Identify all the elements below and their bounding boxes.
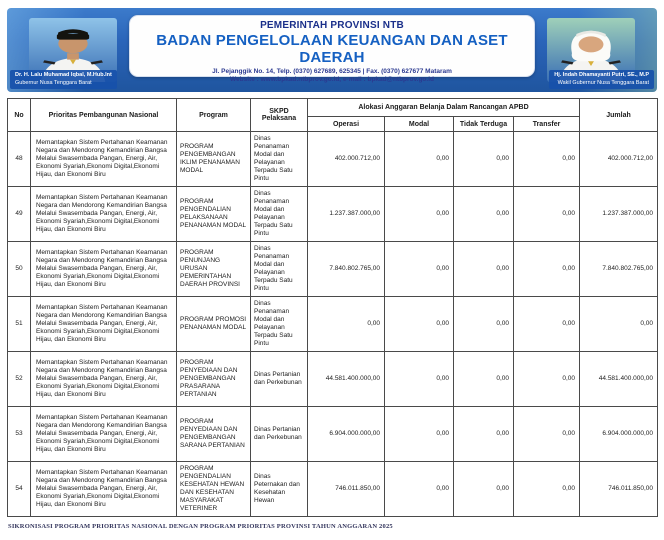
- governor-name: Dr. H. Lalu Muhamad Iqbal, M.Hub.Int: [15, 72, 112, 79]
- cell-modal: 0,00: [385, 242, 454, 297]
- cell-operasi: 0,00: [308, 297, 385, 352]
- agency-address: Jl. Pejanggik No. 14, Telp. (0370) 627689, 625345 | Fax. (0370) 627677 Mataram: [212, 68, 452, 75]
- cell-modal: 0,00: [385, 132, 454, 187]
- cell-program: PROGRAM PENYEDIAAN DAN PENGEMBANGAN PRASARANA PERTANIAN: [177, 352, 251, 407]
- cell-tidak-terduga: 0,00: [454, 132, 514, 187]
- col-header-program: Program: [177, 99, 251, 132]
- table-row: [8, 352, 658, 407]
- cell-tidak-terduga: 0,00: [454, 242, 514, 297]
- government-line: PEMERINTAH PROVINSI NTB: [260, 20, 404, 31]
- cell-transfer: 0,00: [514, 407, 580, 462]
- cell-prioritas: Memantapkan Sistem Pertahanan Keamanan Negara dan Mendorong Kemandirian Bangsa Melalui Swasembada Pangan, Energi, Air, Ekonomi Syariah,Ekonomi Digital,Ekonomi Hijau, dan Ekonomi Biru: [31, 187, 177, 242]
- governor-name-ribbon: [10, 70, 117, 89]
- cell-skpd: Dinas Peternakan dan Kesehatan Hewan: [251, 462, 308, 517]
- cell-prioritas: Memantapkan Sistem Pertahanan Keamanan Negara dan Mendorong Kemandirian Bangsa Melalui Swasembada Pangan, Energi, Air, Ekonomi Syariah,Ekonomi Digital,Ekonomi Hijau, dan Ekonomi Biru: [31, 462, 177, 517]
- cell-jumlah: 44.581.400.000,00: [580, 352, 658, 407]
- cell-no: 49: [8, 187, 31, 242]
- vice-governor-name-ribbon: [549, 70, 654, 89]
- table-row: [8, 132, 658, 187]
- agency-name: BADAN PENGELOLAAN KEUANGAN DAN ASET DAERAH: [156, 32, 508, 66]
- cell-prioritas: Memantapkan Sistem Pertahanan Keamanan Negara dan Mendorong Kemandirian Bangsa Melalui Swasembada Pangan, Energi, Air, Ekonomi Syariah,Ekonomi Digital,Ekonomi Hijau, dan Ekonomi Biru: [31, 407, 177, 462]
- table-row: [8, 297, 658, 352]
- letterhead-banner: [7, 8, 657, 92]
- table-body: [8, 132, 658, 517]
- cell-tidak-terduga: 0,00: [454, 407, 514, 462]
- agency-contact: Website : www.bpkad.ntbprov.go.id, e-mail : bpkad@ntbprov.go.id: [230, 76, 434, 83]
- cell-jumlah: 7.840.802.765,00: [580, 242, 658, 297]
- cell-skpd: Dinas Penanaman Modal dan Pelayanan Terpadu Satu Pintu: [251, 242, 308, 297]
- cell-tidak-terduga: 0,00: [454, 297, 514, 352]
- table-row: [8, 462, 658, 517]
- cell-program: PROGRAM PROMOSI PENANAMAN MODAL: [177, 297, 251, 352]
- col-header-tidak-terduga: Tidak Terduga: [454, 117, 514, 132]
- cell-modal: 0,00: [385, 407, 454, 462]
- cell-program: PROGRAM PENGENDALIAN KESEHATAN HEWAN DAN KESEHATAN MASYARAKAT VETERINER: [177, 462, 251, 517]
- cell-tidak-terduga: 0,00: [454, 462, 514, 517]
- cell-operasi: 44.581.400.000,00: [308, 352, 385, 407]
- table-row: [8, 187, 658, 242]
- cell-prioritas: Memantapkan Sistem Pertahanan Keamanan Negara dan Mendorong Kemandirian Bangsa Melalui Swasembada Pangan, Energi, Air, Ekonomi Syariah,Ekonomi Digital,Ekonomi Hijau, dan Ekonomi Biru: [31, 297, 177, 352]
- cell-skpd: Dinas Pertanian dan Perkebunan: [251, 352, 308, 407]
- cell-program: PROGRAM PENYEDIAAN DAN PENGEMBANGAN SARANA PERTANIAN: [177, 407, 251, 462]
- cell-skpd: Dinas Penanaman Modal dan Pelayanan Terpadu Satu Pintu: [251, 132, 308, 187]
- cell-operasi: 7.840.802.765,00: [308, 242, 385, 297]
- cell-jumlah: 6.904.000.000,00: [580, 407, 658, 462]
- col-header-no: No: [8, 99, 31, 132]
- cell-modal: 0,00: [385, 297, 454, 352]
- cell-operasi: 746.011.850,00: [308, 462, 385, 517]
- cell-modal: 0,00: [385, 187, 454, 242]
- col-header-apbd-group: Alokasi Anggaran Belanja Dalam Rancangan APBD: [308, 99, 580, 117]
- cell-program: PROGRAM PENGEMBANGAN IKLIM PENANAMAN MODAL: [177, 132, 251, 187]
- cell-transfer: 0,00: [514, 187, 580, 242]
- cell-prioritas: Memantapkan Sistem Pertahanan Keamanan Negara dan Mendorong Kemandirian Bangsa Melalui Swasembada Pangan, Energi, Air, Ekonomi Syariah,Ekonomi Digital,Ekonomi Hijau, dan Ekonomi Biru: [31, 242, 177, 297]
- vice-governor-title: Wakil Gubernur Nusa Tenggara Barat: [557, 79, 649, 86]
- table-row: [8, 242, 658, 297]
- cell-no: 50: [8, 242, 31, 297]
- vice-governor-name: Hj. Indah Dhamayanti Putri, SE., M.P: [554, 72, 649, 79]
- cell-no: 53: [8, 407, 31, 462]
- col-header-transfer: Transfer: [514, 117, 580, 132]
- col-header-operasi: Operasi: [308, 117, 385, 132]
- cell-tidak-terduga: 0,00: [454, 352, 514, 407]
- apbd-allocation-table: [7, 98, 658, 517]
- col-header-jumlah: Jumlah: [580, 99, 658, 132]
- cell-operasi: 6.904.000.000,00: [308, 407, 385, 462]
- cell-transfer: 0,00: [514, 352, 580, 407]
- footer-note: SIKRONISASI PROGRAM PRIORITAS NASIONAL DENGAN PROGRAM PRIORITAS PROVINSI TAHUN ANGGARAN 2025: [8, 523, 393, 530]
- cell-no: 48: [8, 132, 31, 187]
- cell-jumlah: 402.000.712,00: [580, 132, 658, 187]
- cell-prioritas: Memantapkan Sistem Pertahanan Keamanan Negara dan Mendorong Kemandirian Bangsa Melalui Swasembada Pangan, Energi, Air, Ekonomi Syariah,Ekonomi Digital,Ekonomi Hijau, dan Ekonomi Biru: [31, 352, 177, 407]
- cell-skpd: Dinas Penanaman Modal dan Pelayanan Terpadu Satu Pintu: [251, 187, 308, 242]
- cell-jumlah: 1.237.387.000,00: [580, 187, 658, 242]
- letterhead-text-box: [129, 15, 535, 83]
- cell-skpd: Dinas Penanaman Modal dan Pelayanan Terpadu Satu Pintu: [251, 297, 308, 352]
- cell-transfer: 0,00: [514, 242, 580, 297]
- cell-program: PROGRAM PENUNJANG URUSAN PEMERINTAHAN DAERAH PROVINSI: [177, 242, 251, 297]
- cell-prioritas: Memantapkan Sistem Pertahanan Keamanan Negara dan Mendorong Kemandirian Bangsa Melalui Swasembada Pangan, Energi, Air, Ekonomi Syariah,Ekonomi Digital,Ekonomi Hijau, dan Ekonomi Biru: [31, 132, 177, 187]
- cell-transfer: 0,00: [514, 297, 580, 352]
- cell-transfer: 0,00: [514, 132, 580, 187]
- cell-modal: 0,00: [385, 352, 454, 407]
- cell-no: 52: [8, 352, 31, 407]
- cell-modal: 0,00: [385, 462, 454, 517]
- cell-no: 54: [8, 462, 31, 517]
- col-header-prioritas: Prioritas Pembangunan Nasional: [31, 99, 177, 132]
- cell-jumlah: 0,00: [580, 297, 658, 352]
- col-header-skpd: SKPD Pelaksana: [251, 99, 308, 132]
- col-header-modal: Modal: [385, 117, 454, 132]
- cell-no: 51: [8, 297, 31, 352]
- table-row: [8, 407, 658, 462]
- cell-operasi: 402.000.712,00: [308, 132, 385, 187]
- cell-transfer: 0,00: [514, 462, 580, 517]
- cell-operasi: 1.237.387.000,00: [308, 187, 385, 242]
- cell-skpd: Dinas Pertanian dan Perkebunan: [251, 407, 308, 462]
- cell-jumlah: 746.011.850,00: [580, 462, 658, 517]
- governor-title: Gubernur Nusa Tenggara Barat: [15, 79, 92, 86]
- cell-tidak-terduga: 0,00: [454, 187, 514, 242]
- cell-program: PROGRAM PENGENDALIAN PELAKSANAAN PENANAMAN MODAL: [177, 187, 251, 242]
